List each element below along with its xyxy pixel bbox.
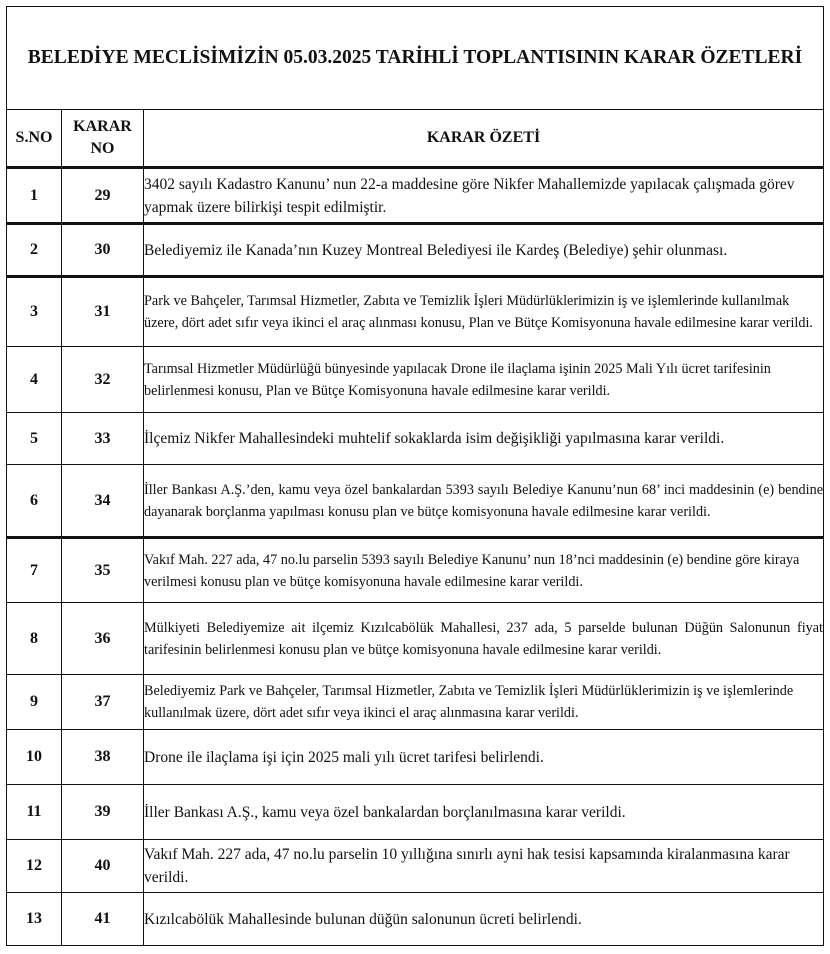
document-title: BELEDİYE MECLİSİMİZİN 05.03.2025 TARİHLİ TOPLANTISININ KARAR ÖZETLERİ [7, 7, 824, 110]
row-karar-no: 39 [62, 785, 144, 840]
row-ozet: Belediyemiz Park ve Bahçeler, Tarımsal Hizmetler, Zabıta ve Temizlik İşleri Müdürlüklerimizin iş ve işlemlerinde kullanılmak üzere, dört adet sıfır veya ikinci el araç alınmasına karar verildi. [144, 675, 824, 730]
row-sno: 1 [7, 168, 62, 224]
row-ozet: Vakıf Mah. 227 ada, 47 no.lu parselin 10 yıllığına sınırlı ayni hak tesisi kapsamında kiralanmasına karar verildi. [144, 840, 824, 893]
row-karar-no: 38 [62, 730, 144, 785]
header-karar-no-line2: NO [90, 140, 115, 157]
row-karar-no: 41 [62, 893, 144, 946]
table-row [7, 785, 824, 840]
header-sno: S.NO [7, 110, 62, 168]
table-row [7, 347, 824, 413]
row-karar-no: 32 [62, 347, 144, 413]
row-sno: 10 [7, 730, 62, 785]
row-sno: 9 [7, 675, 62, 730]
table-row [7, 168, 824, 224]
row-sno: 5 [7, 413, 62, 465]
row-sno: 2 [7, 224, 62, 277]
row-sno: 7 [7, 538, 62, 603]
row-karar-no: 34 [62, 465, 144, 538]
table-row [7, 840, 824, 893]
row-sno: 4 [7, 347, 62, 413]
header-karar-no-line1: KARAR [73, 118, 132, 135]
table-row [7, 224, 824, 277]
row-ozet: Drone ile ilaçlama işi için 2025 mali yılı ücret tarifesi belirlendi. [144, 730, 824, 785]
row-ozet: Belediyemiz ile Kanada’nın Kuzey Montreal Belediyesi ile Kardeş (Belediye) şehir olunması. [144, 224, 824, 277]
row-karar-no: 36 [62, 603, 144, 675]
header-karar-no [62, 110, 144, 168]
row-sno: 8 [7, 603, 62, 675]
row-ozet: Mülkiyeti Belediyemize ait ilçemiz Kızılcabölük Mahallesi, 237 ada, 5 parselde bulunan Düğün Salonunun fiyat tarifesinin belirlenmesi konusu plan ve bütçe komisyonuna havale edilmesine karar verildi. [144, 603, 824, 675]
row-ozet: İlçemiz Nikfer Mahallesindeki muhtelif sokaklarda isim değişikliği yapılmasına karar verildi. [144, 413, 824, 465]
row-karar-no: 29 [62, 168, 144, 224]
row-sno: 12 [7, 840, 62, 893]
decision-summary-table [6, 6, 824, 946]
row-ozet: Tarımsal Hizmetler Müdürlüğü bünyesinde yapılacak Drone ile ilaçlama işinin 2025 Mali Yılı ücret tarifesinin belirlenmesi konusu, Plan ve Bütçe Komisyonuna havale edilmesine karar verildi. [144, 347, 824, 413]
row-ozet: Vakıf Mah. 227 ada, 47 no.lu parselin 5393 sayılı Belediye Kanunu’ nun 18’nci maddesinin (e) bendine göre kiraya verilmesi konusu plan ve bütçe komisyonuna havale edilmesine karar verildi. [144, 538, 824, 603]
row-sno: 3 [7, 277, 62, 347]
table-row [7, 465, 824, 538]
title-row [7, 7, 824, 110]
table-row [7, 413, 824, 465]
row-ozet: Kızılcabölük Mahallesinde bulunan düğün salonunun ücreti belirlendi. [144, 893, 824, 946]
table-row [7, 603, 824, 675]
row-ozet: İller Bankası A.Ş., kamu veya özel bankalardan borçlanılmasına karar verildi. [144, 785, 824, 840]
row-karar-no: 33 [62, 413, 144, 465]
header-row [7, 110, 824, 168]
row-karar-no: 30 [62, 224, 144, 277]
header-karar-ozeti: KARAR ÖZETİ [144, 110, 824, 168]
row-karar-no: 35 [62, 538, 144, 603]
row-ozet: 3402 sayılı Kadastro Kanunu’ nun 22-a maddesine göre Nikfer Mahallemizde yapılacak çalışmada görev yapmak üzere bilirkişi tespit edilmiştir. [144, 168, 824, 224]
row-karar-no: 40 [62, 840, 144, 893]
row-karar-no: 31 [62, 277, 144, 347]
row-sno: 6 [7, 465, 62, 538]
row-karar-no: 37 [62, 675, 144, 730]
row-sno: 13 [7, 893, 62, 946]
table-row [7, 538, 824, 603]
table-row [7, 730, 824, 785]
row-sno: 11 [7, 785, 62, 840]
row-ozet: İller Bankası A.Ş.’den, kamu veya özel bankalardan 5393 sayılı Belediye Kanunu’nun 68’ inci maddesinin (e) bendine dayanarak borçlanma yapılması konusu plan ve bütçe komisyonuna havale edilmesine karar verildi. [144, 465, 824, 538]
table-row [7, 893, 824, 946]
row-ozet: Park ve Bahçeler, Tarımsal Hizmetler, Zabıta ve Temizlik İşleri Müdürlüklerimizin iş ve işlemlerinde kullanılmak üzere, dört adet sıfır veya ikinci el araç alınması konusu, Plan ve Bütçe Komisyonuna havale edilmesine karar verildi. [144, 277, 824, 347]
table-row [7, 675, 824, 730]
table-row [7, 277, 824, 347]
